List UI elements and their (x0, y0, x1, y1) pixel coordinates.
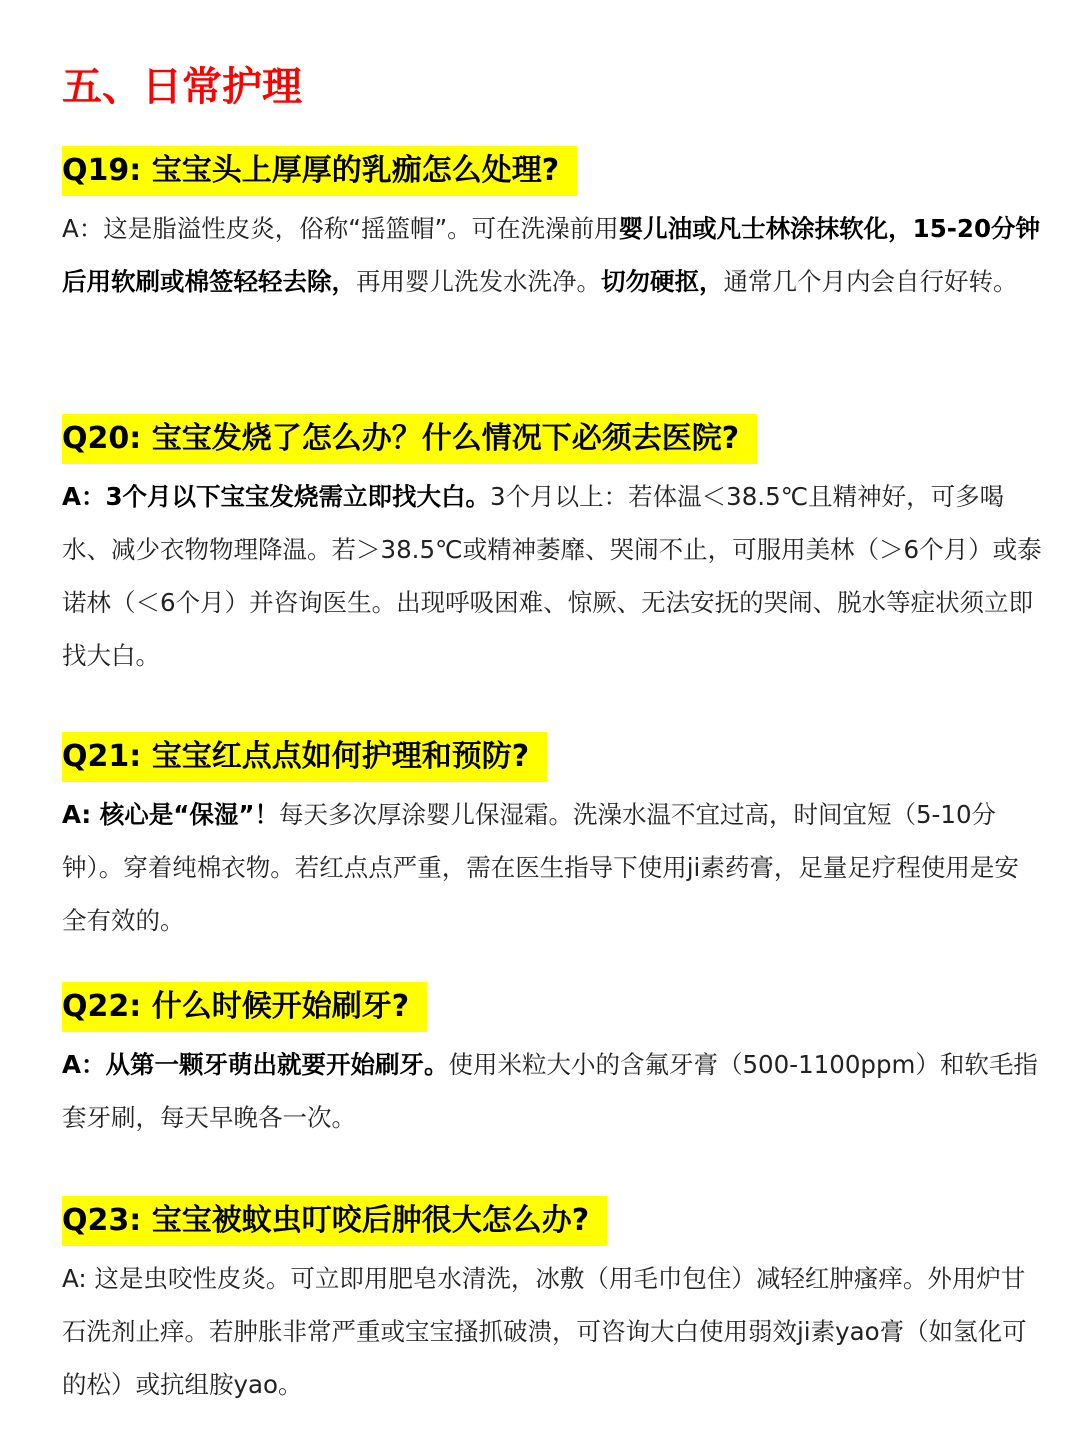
answer-emphasis: 婴儿油或凡士林涂抹软化，15-20分钟后用软刷或棉签轻轻去除， (62, 214, 1041, 296)
answer-segment: A：这是脂溢性皮炎，俗称“摇篮帽”。可在洗澡前用 (62, 214, 619, 243)
answer-q21 (62, 788, 1042, 947)
question-q21: Q21: 宝宝红点点如何护理和预防? (62, 732, 547, 782)
answer-segment: 每天多次厚涂婴儿保湿霜。洗澡水温不宜过高，时间宜短（5-10分钟）。穿着纯棉衣物。若红点点严重，需在医生指导下使用ji素药膏，足量足疗程使用是安全有效的。 (62, 800, 1019, 935)
answer-emphasis: A: 核心是“保湿”！ (62, 800, 279, 829)
answer-segment: 3个月以上：若体温＜38.5℃且精神好，可多喝水、减少衣物物理降温。若＞38.5℃或精神萎靡、哭闹不止，可服用美林（＞6个月）或泰诺林（＜6个月）并咨询医生。出现呼吸困难、惊厥、无法安抚的哭闹、脱水等症状须立即找大白。 (62, 482, 1042, 670)
answer-q23 (62, 1252, 1042, 1411)
qa-item-q19 (62, 146, 1042, 308)
question-q22: Q22: 什么时候开始刷牙? (62, 982, 427, 1032)
qa-item-q22 (62, 982, 1042, 1144)
answer-segment: 通常几个月内会自行好转。 (723, 267, 1018, 296)
question-q19: Q19: 宝宝头上厚厚的乳痂怎么处理? (62, 146, 577, 196)
question-q20: Q20: 宝宝发烧了怎么办？什么情况下必须去医院? (62, 414, 757, 464)
answer-emphasis: A：从第一颗牙萌出就要开始刷牙。 (62, 1050, 449, 1079)
answer-q22 (62, 1038, 1042, 1144)
answer-emphasis: 切勿硬抠， (601, 267, 724, 296)
question-q23: Q23: 宝宝被蚊虫叮咬后肿很大怎么办? (62, 1196, 607, 1246)
answer-segment: 再用婴儿洗发水洗净。 (356, 267, 601, 296)
answer-q20 (62, 470, 1042, 682)
section-title: 五、日常护理 (62, 64, 302, 110)
qa-item-q20 (62, 414, 1042, 682)
qa-item-q21 (62, 732, 1042, 947)
answer-emphasis: A：3个月以下宝宝发烧需立即找大白。 (62, 482, 491, 511)
answer-segment: A: 这是虫咬性皮炎。可立即用肥皂水清洗，冰敷（用毛巾包住）减轻红肿瘙痒。外用炉甘石洗剂止痒。若肿胀非常严重或宝宝搔抓破溃，可咨询大白使用弱效ji素yao膏（如氢化可的松）或抗组胺yao。 (62, 1264, 1027, 1399)
answer-q19 (62, 202, 1042, 308)
answer-segment: 使用米粒大小的含氟牙膏（500-1100ppm）和软毛指套牙刷，每天早晚各一次。 (62, 1050, 1038, 1132)
qa-item-q23 (62, 1196, 1042, 1411)
